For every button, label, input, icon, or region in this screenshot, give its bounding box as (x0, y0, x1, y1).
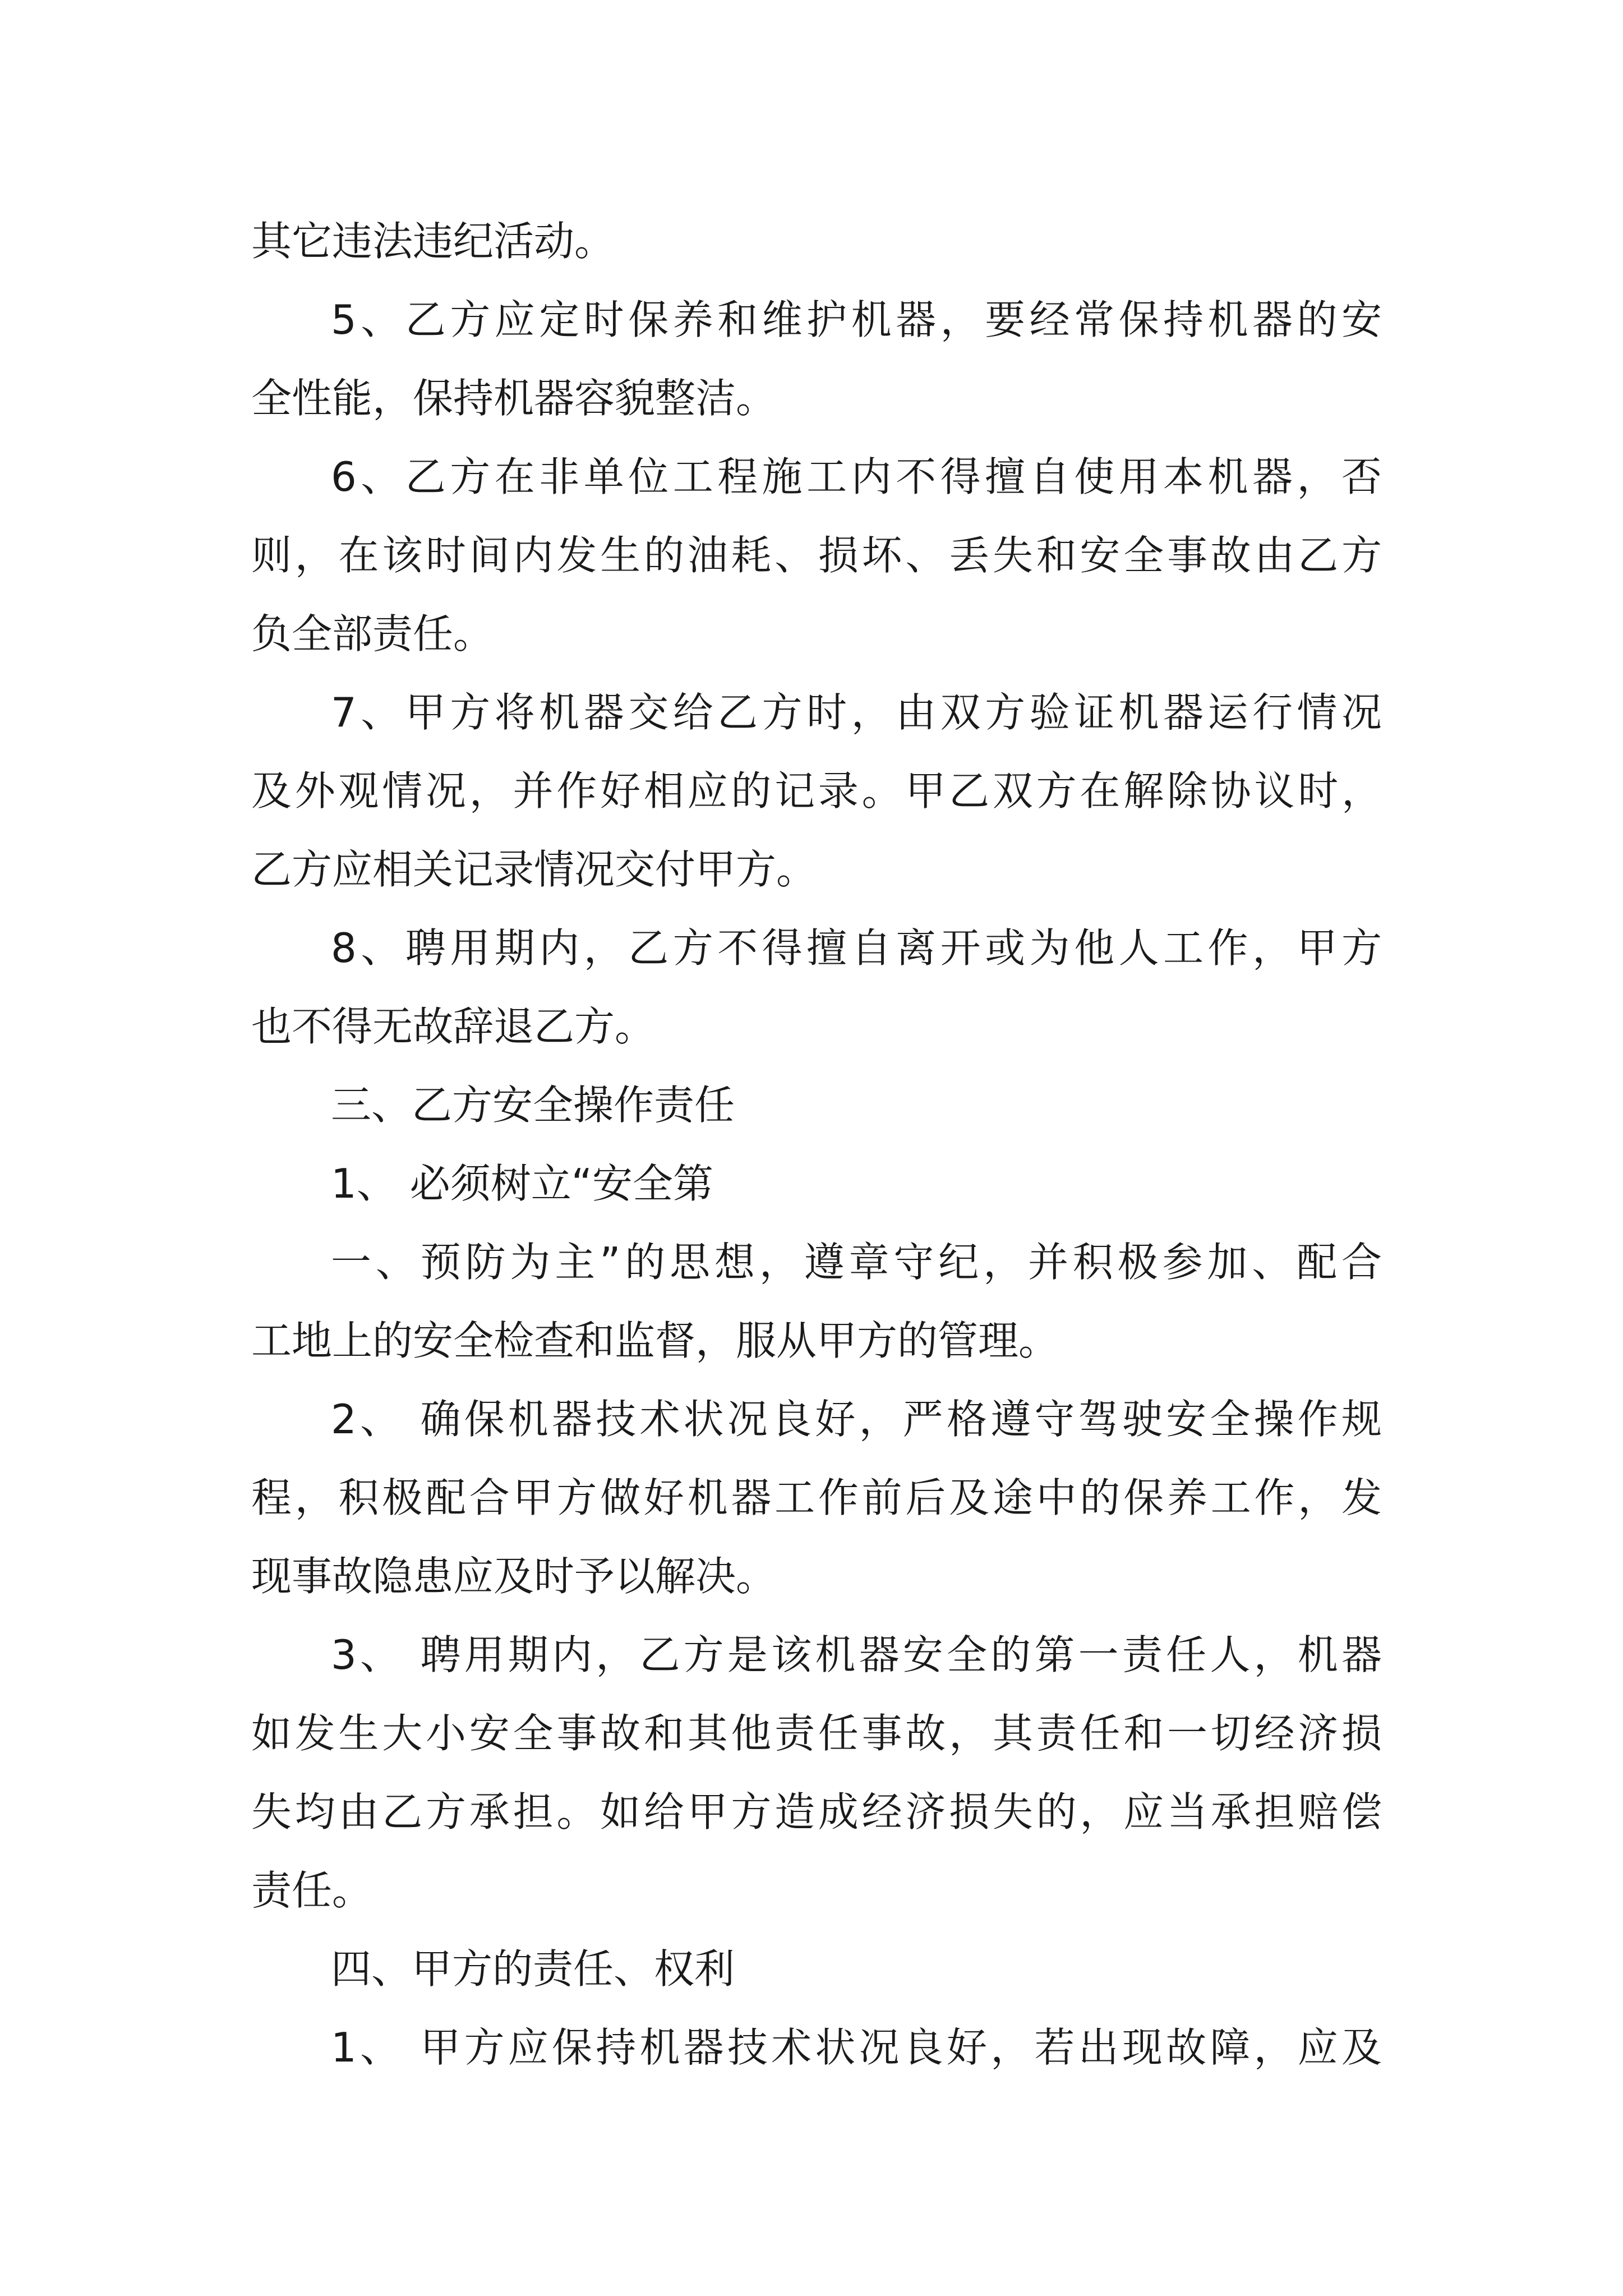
text-line: 3、 聘用期内，乙方是该机器安全的第一责任人，机器 (331, 1631, 1382, 1678)
section-heading: 三、乙方安全操作责任 (331, 1082, 735, 1129)
text-line: 7、甲方将机器交给乙方时，由双方验证机器运行情况 (331, 689, 1382, 736)
text-line: 负全部责任。 (251, 610, 494, 657)
text-line: 则，在该时间内发生的油耗、损坏、丢失和安全事故由乙方 (251, 532, 1382, 579)
text-line: 工地上的安全检查和监督，服从甲方的管理。 (251, 1317, 1059, 1364)
text-line: 现事故隐患应及时予以解决。 (251, 1553, 777, 1600)
text-line: 及外观情况，并作好相应的记录。甲乙双方在解除协议时， (251, 767, 1382, 815)
text-line: 责任。 (251, 1867, 373, 1914)
text-line: 程，积极配合甲方做好机器工作前后及途中的保养工作，发 (251, 1474, 1382, 1521)
text-line: 6、乙方在非单位工程施工内不得擅自使用本机器，否 (331, 453, 1382, 500)
text-line: 也不得无故辞退乙方。 (251, 1003, 656, 1050)
text-line: 其它违法违纪活动。 (251, 218, 615, 265)
text-line: 2、 确保机器技术状况良好，严格遵守驾驶安全操作规 (331, 1396, 1382, 1443)
text-line: 1、 必须树立“安全第 (331, 1160, 713, 1207)
text-line: 如发生大小安全事故和其他责任事故，其责任和一切经济损 (251, 1710, 1382, 1757)
text-line: 乙方应相关记录情况交付甲方。 (251, 846, 817, 893)
text-line: 一、预防为主”的思想，遵章守纪，并积极参加、配合 (331, 1239, 1382, 1286)
section-heading: 四、甲方的责任、权利 (331, 1945, 735, 1993)
text-line: 8、聘用期内，乙方不得擅自离开或为他人工作，甲方 (331, 924, 1382, 972)
text-line: 5、乙方应定时保养和维护机器，要经常保持机器的安 (331, 296, 1382, 343)
text-line: 全性能，保持机器容貌整洁。 (251, 375, 777, 422)
text-line: 1、 甲方应保持机器技术状况良好，若出现故障，应及 (331, 2024, 1382, 2071)
text-line: 失均由乙方承担。如给甲方造成经济损失的，应当承担赔偿 (251, 1788, 1382, 1835)
